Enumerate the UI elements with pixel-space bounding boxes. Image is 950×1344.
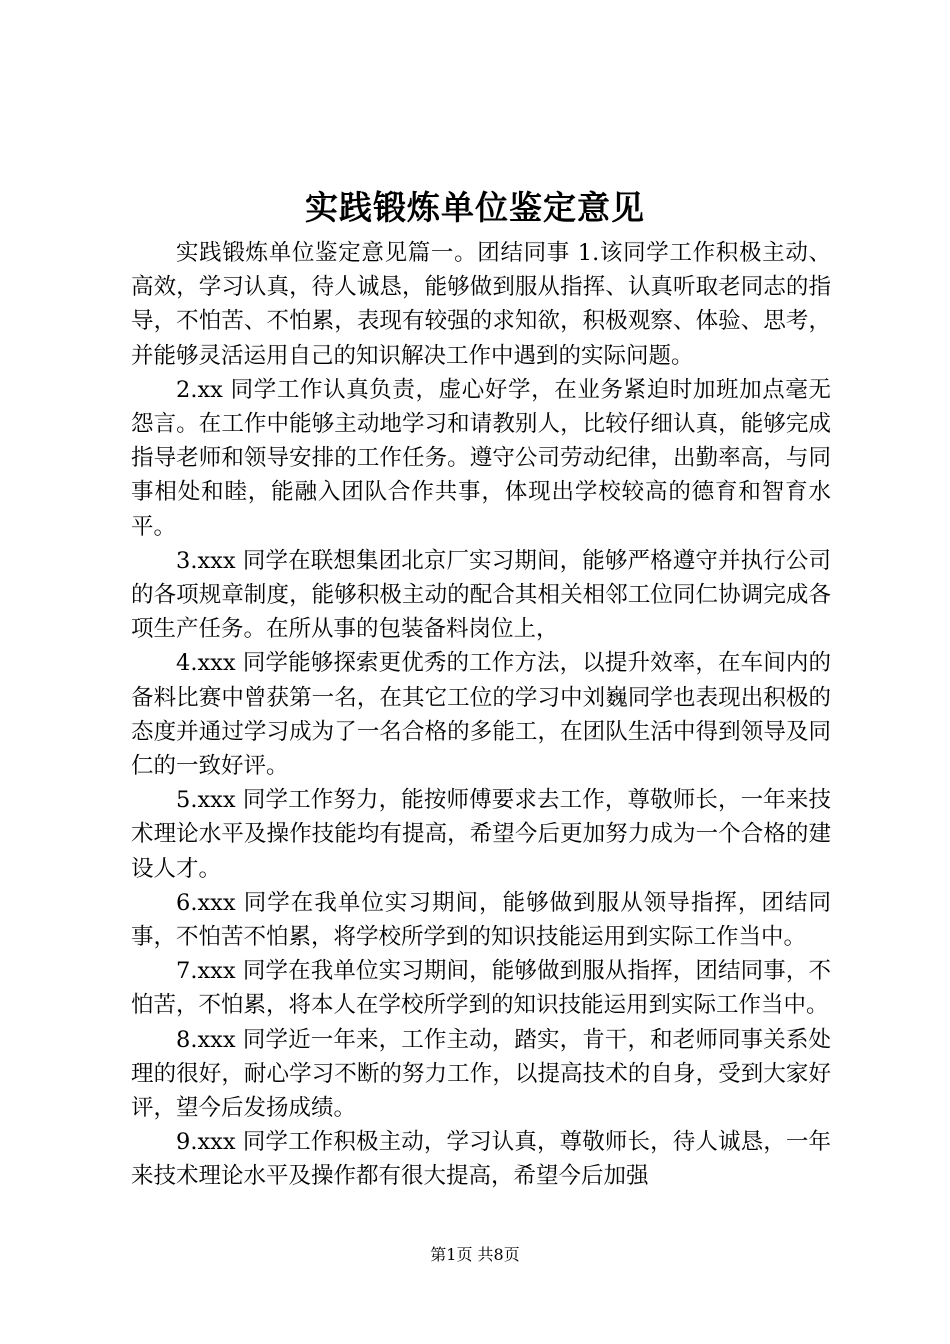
- paragraph-6: 6.xxx 同学在我单位实习期间，能够做到服从领导指挥，团结同事，不怕苦不怕累，将学校所学到的知识技能运用到实际工作当中。: [131, 889, 831, 951]
- paragraph-5: 5.xxx 同学工作努力，能按师傅要求去工作，尊敬师长，一年来技术理论水平及操作技能均有提高，希望今后更加努力成为一个合格的建设人才。: [131, 787, 831, 882]
- document-body: [131, 236, 831, 1194]
- page-footer: 第1页 共8页: [430, 1245, 520, 1264]
- paragraph-1: 实践锻炼单位鉴定意见篇一。团结同事 1.该同学工作积极主动、高效，学习认真，待人诚恳，能够做到服从指挥、认真听取老同志的指导，不怕苦、不怕累，表现有较强的求知欲，积极观察、体验、思考，并能够灵活运用自己的知识解决工作中遇到的实际问题。: [131, 240, 831, 369]
- paragraph-7: 7.xxx 同学在我单位实习期间，能够做到服从指挥，团结同事，不怕苦，不怕累，将本人在学校所学到的知识技能运用到实际工作当中。: [131, 958, 831, 1019]
- document-title: 实践锻炼单位鉴定意见: [305, 188, 645, 227]
- paragraph-8: 8.xxx 同学近一年来，工作主动，踏实，肯干，和老师同事关系处理的很好，耐心学习不断的努力工作，以提高技术的自身，受到大家好评，望今后发扬成绩。: [131, 1026, 831, 1122]
- paragraph-3: 3.xxx 同学在联想集团北京厂实习期间，能够严格遵守并执行公司的各项规章制度，能够积极主动的配合其相关相邻工位同仁协调完成各项生产任务。在所从事的包装备料岗位上，: [131, 547, 831, 643]
- paragraph-4: 4.xxx 同学能够探索更优秀的工作方法，以提升效率，在车间内的备料比赛中曾获第一名，在其它工位的学习中刘巍同学也表现出积极的态度并通过学习成为了一名合格的多能工，在团队生活中得到领导及同仁的一致好评。: [131, 650, 831, 780]
- paragraph-9: 9.xxx 同学工作积极主动，学习认真，尊敬师长，待人诚恳，一年来技术理论水平及操作都有很大提高，希望今后加强: [131, 1129, 831, 1190]
- paragraph-2: 2.xx 同学工作认真负责，虚心好学，在业务紧迫时加班加点毫无怨言。在工作中能够主动地学习和请教别人，比较仔细认真，能够完成指导老师和领导安排的工作任务。遵守公司劳动纪律，出勤率高，与同事相处和睦，能融入团队合作共事，体现出学校较高的德育和智育水平。: [131, 376, 831, 540]
